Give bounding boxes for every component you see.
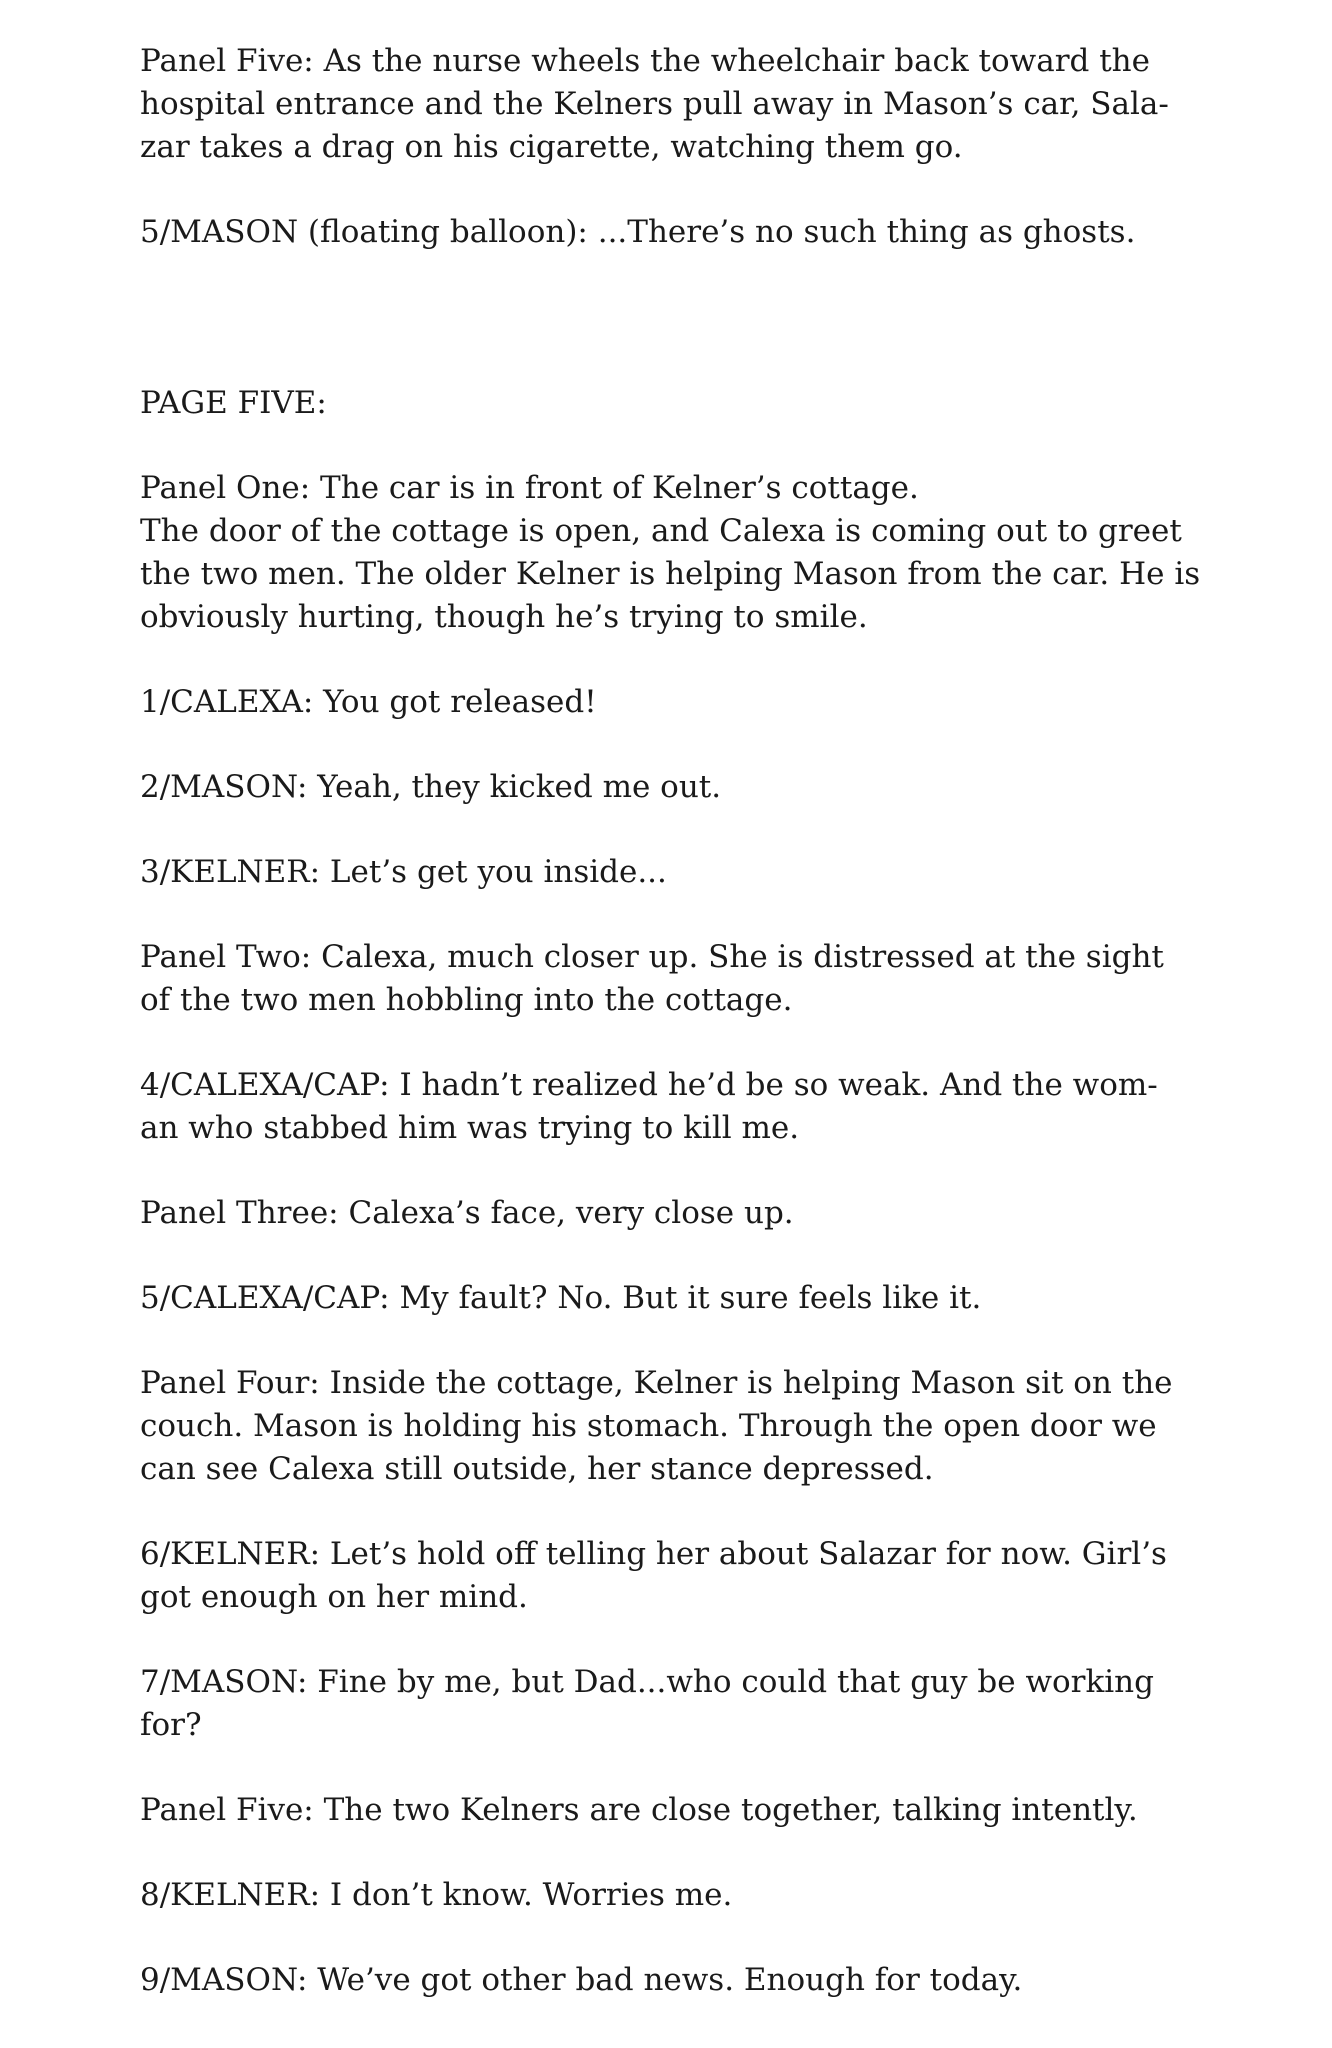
panel-description (140, 1192, 1280, 1235)
panel-description (140, 40, 1280, 169)
script-page (140, 40, 1280, 2044)
text-line: PAGE FIVE: (140, 385, 327, 421)
text-line: an who stabbed him was trying to kill me. (140, 1110, 800, 1146)
text-line: obviously hurting, though he’s trying to smile. (140, 599, 868, 635)
text-line: 3/KELNER: Let’s get you inside... (140, 854, 667, 890)
text-line: 2/MASON: Yeah, they kicked me out. (140, 769, 722, 805)
dialogue-line (140, 1874, 1280, 1917)
dialogue-line (140, 681, 1280, 724)
text-line: Panel One: The car is in front of Kelner’s cottage. (140, 470, 919, 506)
text-line: Panel Three: Calexa’s face, very close up. (140, 1195, 794, 1231)
text-line: can see Calexa still outside, her stance depressed. (140, 1451, 934, 1487)
text-line: the two men. The older Kelner is helping Mason from the car. He is (140, 556, 1201, 592)
text-line: 9/MASON: We’ve got other bad news. Enough for today. (140, 1962, 1023, 1998)
panel-description (140, 1362, 1280, 1491)
text-line: hospital entrance and the Kelners pull away in Mason’s car, Sala- (140, 86, 1169, 122)
dialogue-line (140, 1959, 1280, 2002)
dialogue-line (140, 211, 1280, 254)
text-line: 7/MASON: Fine by me, but Dad...who could that guy be working (140, 1664, 1154, 1700)
text-line: 4/CALEXA/CAP: I hadn’t realized he’d be so weak. And the wom- (140, 1067, 1158, 1103)
text-line: 5/MASON (floating balloon): ...There’s no such thing as ghosts. (140, 214, 1136, 250)
panel-description (140, 467, 1280, 639)
panel-description (140, 1789, 1280, 1832)
text-line: zar takes a drag on his cigarette, watching them go. (140, 129, 963, 165)
page-heading (140, 382, 1280, 425)
text-line: of the two men hobbling into the cottage. (140, 982, 793, 1018)
dialogue-line (140, 766, 1280, 809)
text-line: for? (140, 1707, 202, 1743)
text-line: 5/CALEXA/CAP: My fault? No. But it sure feels like it. (140, 1280, 982, 1316)
text-line: Panel Five: As the nurse wheels the wheelchair back toward the (140, 43, 1150, 79)
dialogue-line (140, 851, 1280, 894)
text-line: The door of the cottage is open, and Calexa is coming out to greet (140, 513, 1182, 549)
text-line: couch. Mason is holding his stomach. Through the open door we (140, 1408, 1157, 1444)
text-line: Panel Five: The two Kelners are close together, talking intently. (140, 1792, 1138, 1828)
text-line: 1/CALEXA: You got released! (140, 684, 597, 720)
text-line: Panel Two: Calexa, much closer up. She is distressed at the sight (140, 939, 1164, 975)
dialogue-line (140, 1064, 1280, 1150)
dialogue-line (140, 1277, 1280, 1320)
text-line: 6/KELNER: Let’s hold off telling her about Salazar for now. Girl’s (140, 1536, 1167, 1572)
text-line: 8/KELNER: I don’t know. Worries me. (140, 1877, 733, 1913)
panel-description (140, 936, 1280, 1022)
dialogue-line (140, 1661, 1280, 1747)
dialogue-line (140, 1533, 1280, 1619)
text-line: got enough on her mind. (140, 1579, 528, 1615)
text-line: Panel Four: Inside the cottage, Kelner is helping Mason sit on the (140, 1365, 1173, 1401)
